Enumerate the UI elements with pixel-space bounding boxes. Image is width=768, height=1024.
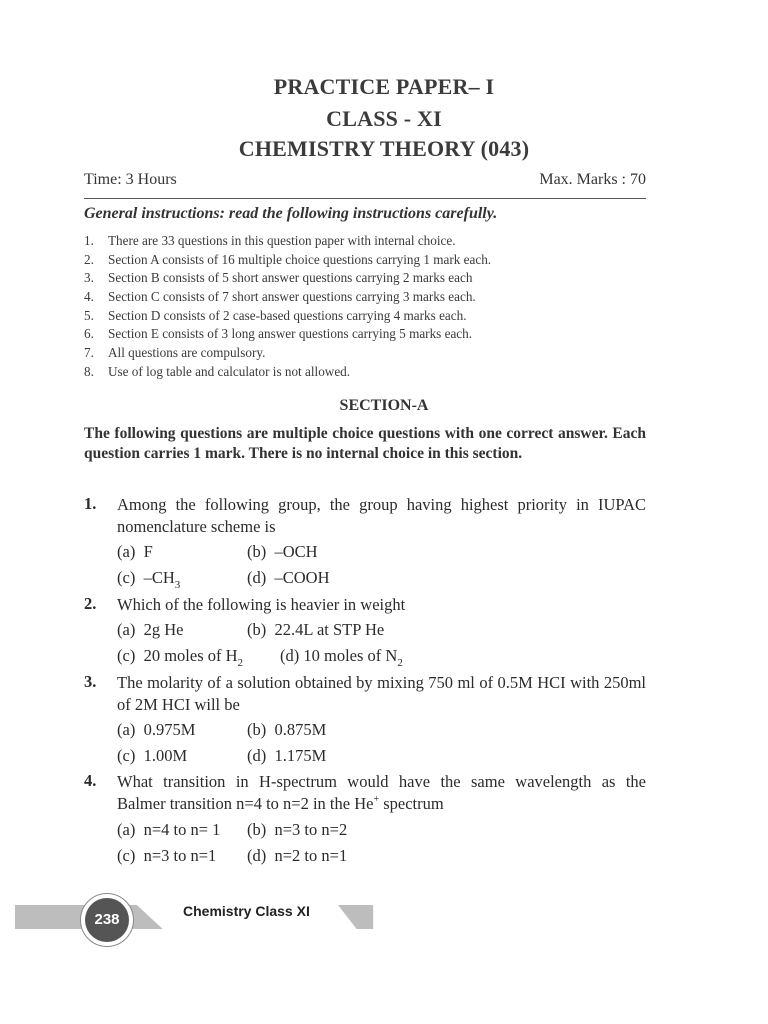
section-title: SECTION-A	[339, 397, 429, 414]
instruction-item: 5. Section D consists of 2 case-based questions carrying 4 marks each.	[84, 307, 467, 323]
question-text: The molarity of a solution obtained by mixing 750 ml of 0.5M HCI with 250ml of 2M HCI will be	[117, 673, 646, 714]
option-b: (b) 0.875M	[247, 720, 327, 739]
max-marks-label: Max. Marks : 70	[539, 171, 646, 188]
option-c: (c) 20 moles of $H_2$	[117, 646, 244, 669]
option-b: (b) –OCH	[247, 542, 318, 561]
footer-book-title: Chemistry Class XI	[183, 903, 310, 919]
option-a: (a) 2g He	[117, 620, 184, 639]
option-d: (d) 1.175M	[247, 746, 327, 765]
header-divider	[84, 198, 646, 199]
question-number: 1.	[84, 494, 97, 513]
option-a: (a) n=4 to n= 1	[117, 820, 221, 839]
option-c: (c) $-CH_3$	[117, 568, 181, 591]
instructions-heading: General instructions: read the following instructions carefully.	[84, 205, 498, 222]
question-text-line2: Balmer transition n=4 to n=2 in the He+ spectrum	[117, 794, 444, 813]
instruction-item: 2. Section A consists of 16 multiple choice questions carrying 1 mark each.	[84, 251, 492, 267]
option-b: (b) 22.4L at STP He	[247, 620, 385, 639]
option-a: (a) F	[117, 542, 153, 561]
question-text-line1: What transition in H-spectrum would have the same wavelength as the	[117, 772, 646, 791]
class-title: CLASS - XI	[326, 106, 442, 131]
option-d: (d) 10 moles of $N_2$	[280, 646, 403, 669]
instruction-item: 6. Section E consists of 3 long answer questions carrying 5 marks each.	[84, 326, 473, 342]
question-text: Among the following group, the group having highest priority in IUPAC nomenclature scheme is	[117, 495, 646, 536]
section-description: The following questions are multiple choice questions with one correct answer. Each question carries 1 mark. There is no internal choice in this section.	[84, 425, 646, 462]
instruction-item: 1. There are 33 questions in this question paper with internal choice.	[84, 233, 456, 248]
option-d: (d) n=2 to n=1	[247, 846, 348, 865]
instruction-item: 8. Use of log table and calculator is not allowed.	[84, 363, 351, 379]
paper-title: PRACTICE PAPER– I	[273, 74, 495, 99]
option-c: (c) 1.00M	[117, 746, 188, 765]
question-number: 2.	[84, 594, 97, 613]
instructions-list	[84, 232, 654, 382]
question-text: Which of the following is heavier in weight	[117, 595, 406, 614]
instruction-item: 4. Section C consists of 7 short answer questions carrying 3 marks each.	[84, 289, 476, 305]
question-number: 3.	[84, 672, 97, 691]
time-label: Time: 3 Hours	[84, 171, 177, 188]
option-d: (d) –COOH	[247, 568, 330, 587]
option-c: (c) n=3 to n=1	[117, 846, 217, 865]
page-number: 238	[85, 898, 129, 942]
option-b: (b) n=3 to n=2	[247, 820, 348, 839]
instruction-item: 3. Section B consists of 5 short answer questions carrying 2 marks each	[84, 270, 473, 286]
subject-title: CHEMISTRY THEORY (043)	[238, 136, 530, 161]
option-a: (a) 0.975M	[117, 720, 196, 739]
question-number: 4.	[84, 771, 97, 790]
instruction-item: 7. All questions are compulsory.	[84, 345, 266, 361]
page-number-badge	[80, 893, 134, 947]
